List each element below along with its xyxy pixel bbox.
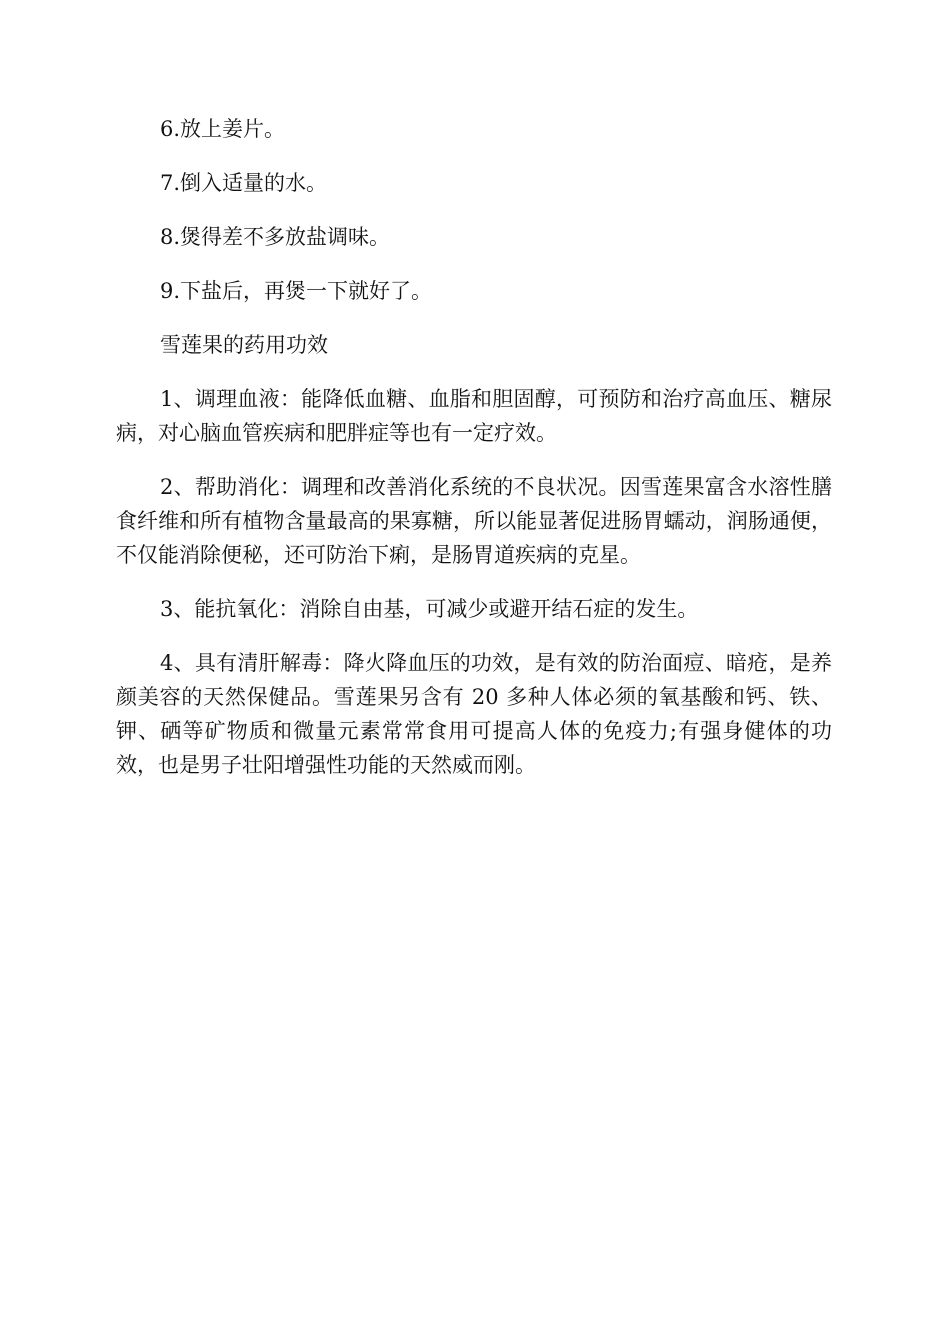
document-body [116,112,832,802]
benefit-paragraph-2: 2、帮助消化：调理和改善消化系统的不良状况。因雪莲果富含水溶性膳食纤维和所有植物含量最高的果寡糖，所以能显著促进肠胃蠕动，润肠通便，不仅能消除便秘，还可防治下痢，是肠胃道疾病的克星。 [116,475,832,567]
section-title: 雪莲果的药用功效 [160,333,328,357]
recipe-step-9: 9.下盐后，再煲一下就好了。 [160,279,433,303]
recipe-step-8: 8.煲得差不多放盐调味。 [160,225,391,249]
benefit-paragraph-1: 1、调理血液：能降低血糖、血脂和胆固醇，可预防和治疗高血压、糖尿病，对心脑血管疾病和肥胖症等也有一定疗效。 [116,387,832,445]
benefit-paragraph-4: 4、具有清肝解毒：降火降血压的功效，是有效的防治面痘、暗疮，是养颜美容的天然保健品。雪莲果另含有 20 多种人体必须的氧基酸和钙、铁、钾、硒等矿物质和微量元素常常食用可提高人体的免疫力;有强身健体的功效，也是男子壮阳增强性功能的天然威而刚。 [116,651,832,777]
recipe-step-6: 6.放上姜片。 [160,117,286,141]
recipe-step-7: 7.倒入适量的水。 [160,171,328,195]
benefit-paragraph-3: 3、能抗氧化：消除自由基，可减少或避开结石症的发生。 [160,597,699,621]
